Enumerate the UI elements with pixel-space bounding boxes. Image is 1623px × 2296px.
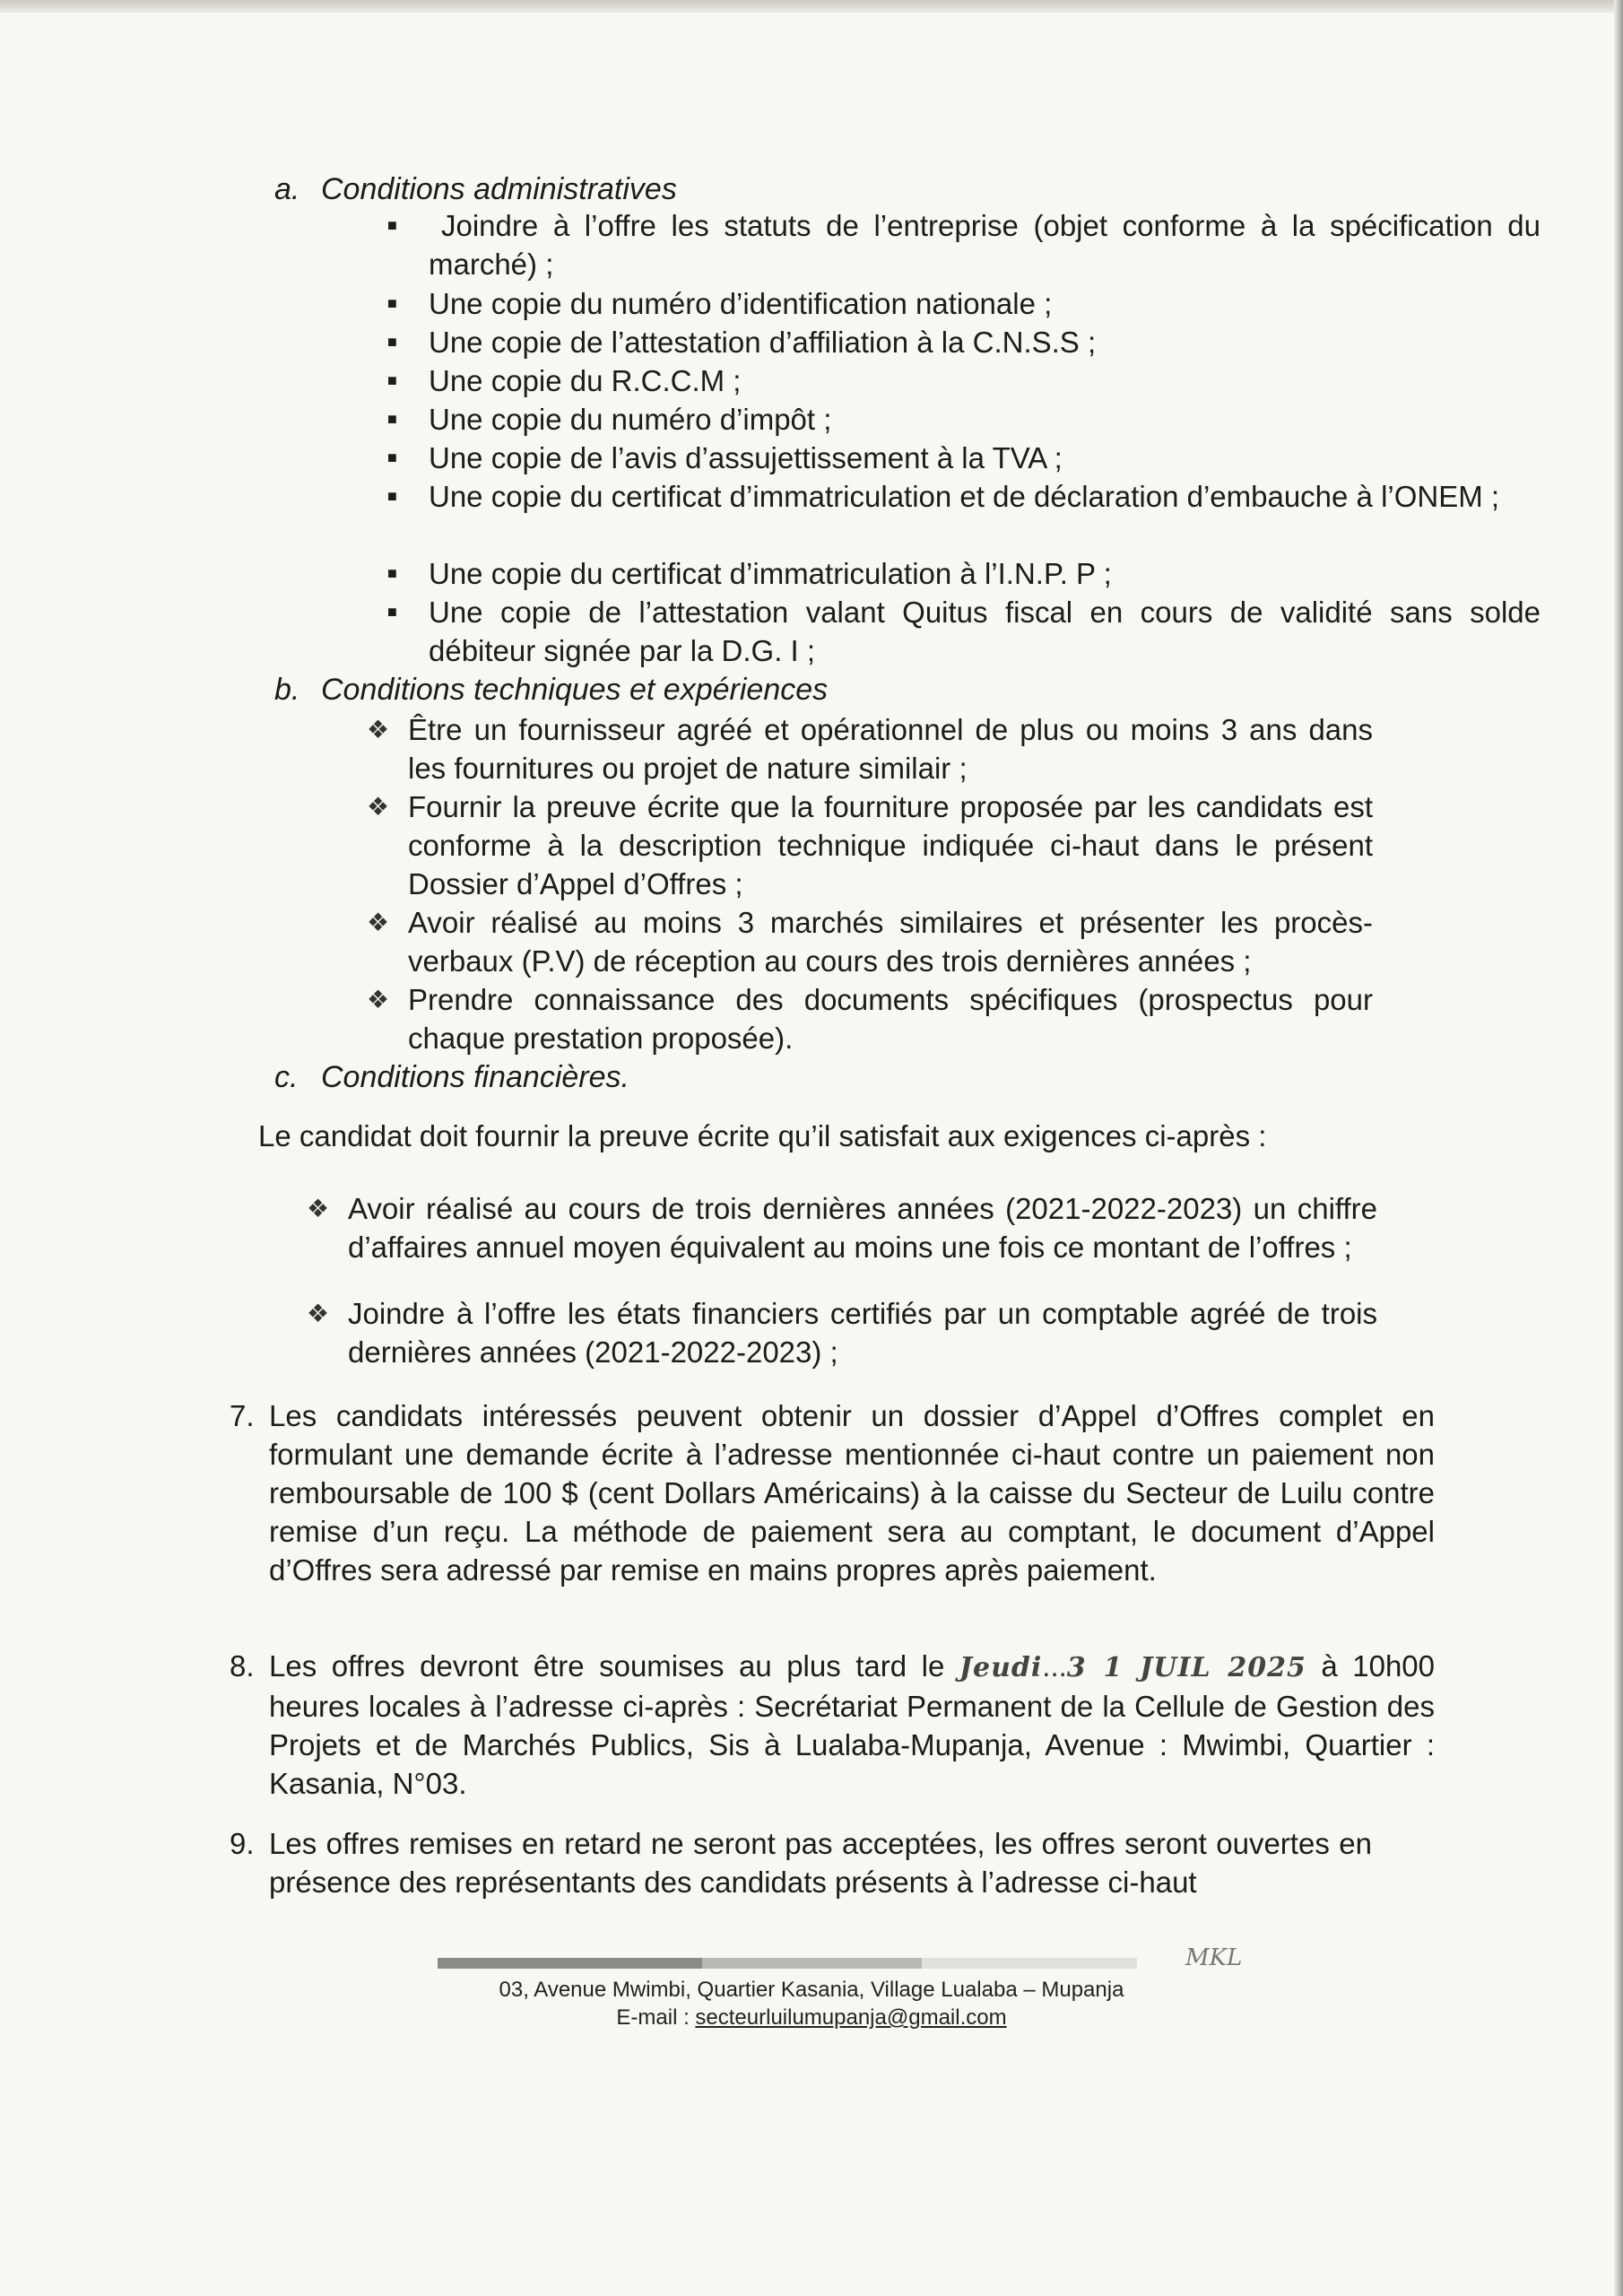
section-c-heading bbox=[274, 1058, 629, 1097]
list-item bbox=[307, 1294, 1377, 1371]
list-item-text: Une copie du R.C.C.M ; bbox=[429, 364, 742, 397]
section-c-intro: Le candidat doit fournir la preuve écrite qu’il satisfait aux exigences ci-après : bbox=[258, 1119, 1267, 1152]
list-item-text: Avoir réalisé au cours de trois dernières années (2021-2022-2023) un chiffre d’affaires annuel moyen équivalent au moins une fois ce montant de l’offres ; bbox=[348, 1192, 1377, 1264]
paragraph-text bbox=[269, 1647, 1435, 1803]
list-item bbox=[367, 903, 1373, 980]
numbered-paragraph-7 bbox=[230, 1396, 1435, 1589]
list-item bbox=[387, 593, 1541, 670]
list-item bbox=[387, 323, 1541, 361]
numbered-paragraph-8 bbox=[230, 1647, 1436, 1803]
diamond-bullet-icon: ❖ bbox=[367, 793, 390, 821]
section-letter: b. bbox=[274, 673, 300, 707]
list-item-text: Avoir réalisé au moins 3 marchés similaires et présenter les procès-verbaux (P.V) de réception au cours des trois dernières années ; bbox=[408, 906, 1373, 978]
list-item bbox=[387, 400, 1541, 439]
square-bullet-icon: ■ bbox=[387, 410, 397, 428]
footer-address: 03, Avenue Mwimbi, Quartier Kasania, Village Lualaba – Mupanja bbox=[499, 1978, 1124, 2002]
footer-bar-segment bbox=[922, 1958, 1137, 1969]
list-item bbox=[367, 710, 1373, 787]
footer-email-link[interactable]: secteurluilumupanja@gmail.com bbox=[695, 2005, 1007, 2030]
list-item bbox=[387, 361, 1541, 400]
list-item-text: Une copie de l’attestation d’affiliation à la C.N.S.S ; bbox=[429, 326, 1097, 359]
footer-email-label: E-mail : bbox=[616, 2005, 696, 2030]
date-stamp-day: Jeudi bbox=[959, 1652, 1043, 1683]
dots: ... bbox=[1042, 1649, 1067, 1683]
list-item bbox=[387, 439, 1541, 477]
square-bullet-icon: ■ bbox=[387, 216, 397, 234]
section-a-heading bbox=[274, 170, 677, 209]
section-letter: a. bbox=[274, 172, 300, 206]
diamond-bullet-icon: ❖ bbox=[367, 716, 390, 744]
paragraph-number: 9. bbox=[230, 1827, 255, 1860]
paragraph-text: Les offres remises en retard ne seront pas acceptées, les offres seront ouvertes en présence des représentants des candidats présents à l’adresse ci-haut bbox=[269, 1827, 1372, 1899]
list-item bbox=[387, 284, 1541, 323]
list-item-text: Fournir la preuve écrite que la fourniture proposée par les candidats est conforme à la description technique indiquée ci-haut dans le présent Dossier d’Appel d’Offres ; bbox=[408, 790, 1373, 900]
diamond-bullet-icon: ❖ bbox=[367, 986, 390, 1013]
list-item bbox=[367, 787, 1373, 903]
square-bullet-icon: ■ bbox=[387, 448, 397, 466]
list-item-text: Une copie du certificat d’immatriculation et de déclaration d’embauche à l’ONEM ; bbox=[429, 480, 1500, 513]
list-item bbox=[367, 980, 1373, 1057]
paragraph-number: 8. bbox=[230, 1649, 255, 1683]
footer-email-line bbox=[0, 2005, 1623, 2031]
section-b-heading bbox=[274, 671, 828, 709]
paragraph-tail: à 10h00 heures locales à l’adresse ci-après : Secrétariat Permanent de la Cellule de Gestion des Projets et de Marchés Publics, Sis à Lualaba-Mupanja, Avenue : Mwimbi, Quartier : Kasania, N°03. bbox=[269, 1649, 1436, 1800]
diamond-bullet-icon: ❖ bbox=[307, 1195, 330, 1222]
list-item-text: Joindre à l’offre les statuts de l’entreprise (objet conforme à la spécification du marché) ; bbox=[429, 209, 1541, 281]
footer-bar-segment bbox=[438, 1958, 702, 1969]
square-bullet-icon: ■ bbox=[387, 487, 397, 505]
square-bullet-icon: ■ bbox=[387, 603, 397, 621]
date-stamp: 3 1 JUIL 2025 bbox=[1066, 1652, 1306, 1683]
square-bullet-icon: ■ bbox=[387, 333, 397, 351]
list-item bbox=[387, 477, 1541, 516]
section-title: Conditions financières. bbox=[321, 1060, 629, 1094]
list-item bbox=[387, 554, 1541, 593]
list-item-text: Une copie du certificat d’immatriculation à l’I.N.P. P ; bbox=[429, 557, 1112, 590]
list-item-text: Prendre connaissance des documents spécifiques (prospectus pour chaque prestation proposée). bbox=[408, 983, 1373, 1055]
list-item-text: Une copie de l’avis d’assujettissement à la TVA ; bbox=[429, 441, 1063, 474]
square-bullet-icon: ■ bbox=[387, 294, 397, 312]
section-title: Conditions administratives bbox=[321, 172, 677, 206]
list-item-text: Une copie du numéro d’impôt ; bbox=[429, 403, 832, 436]
diamond-bullet-icon: ❖ bbox=[367, 909, 390, 936]
list-item bbox=[387, 206, 1541, 283]
square-bullet-icon: ■ bbox=[387, 371, 397, 389]
list-item bbox=[307, 1189, 1377, 1266]
footer-bar-segment bbox=[702, 1958, 922, 1969]
paragraph-number: 7. bbox=[230, 1399, 255, 1432]
square-bullet-icon: ■ bbox=[387, 564, 397, 582]
diamond-bullet-icon: ❖ bbox=[307, 1300, 330, 1327]
list-item-text: Une copie du numéro d’identification nationale ; bbox=[429, 287, 1053, 320]
list-item-text: Une copie de l’attestation valant Quitus fiscal en cours de validité sans solde débiteur signée par la D.G. I ; bbox=[429, 596, 1541, 667]
paragraph-lead: Les offres devront être soumises au plus tard le bbox=[269, 1649, 959, 1683]
paragraph-text: Les candidats intéressés peuvent obtenir un dossier d’Appel d’Offres complet en formulant une demande écrite à l’adresse mentionnée ci-haut contre un paiement non remboursable de 100 $ (cent Dollars Américains) à la caisse du Secteur de Luilu contre remise d’un reçu. La méthode de paiement sera au comptant, le document d’Appel d’Offres sera adressé par remise en mains propres après paiement. bbox=[269, 1399, 1435, 1587]
footer-divider-bar bbox=[438, 1958, 1137, 1969]
list-item-text: Joindre à l’offre les états financiers certifiés par un comptable agréé de trois dernières années (2021-2022-2023) ; bbox=[348, 1297, 1377, 1369]
section-letter: c. bbox=[274, 1060, 299, 1094]
section-title: Conditions techniques et expériences bbox=[321, 673, 829, 707]
numbered-paragraph-9 bbox=[230, 1824, 1372, 1901]
list-item-text: Être un fournisseur agréé et opérationnel de plus ou moins 3 ans dans les fournitures ou projet de nature similair ; bbox=[408, 713, 1373, 785]
handwritten-initials: MKL bbox=[1185, 1944, 1243, 1971]
